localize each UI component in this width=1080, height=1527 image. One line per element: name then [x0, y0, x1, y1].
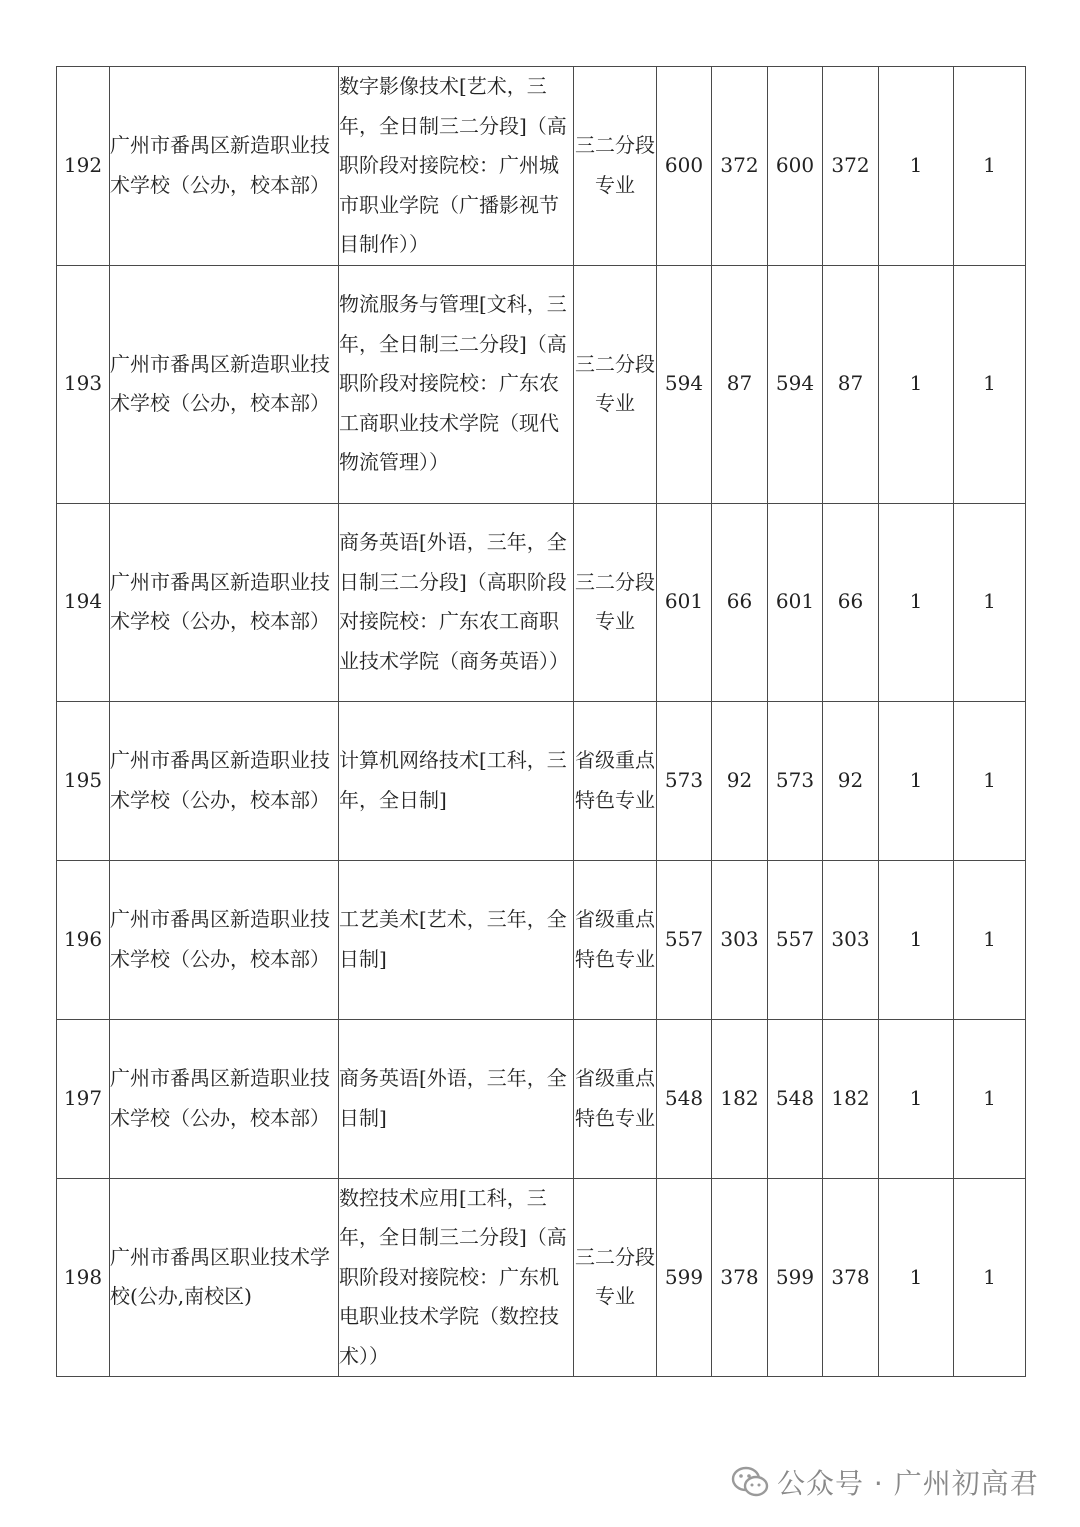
- score-cell: 573: [768, 701, 823, 860]
- school-name-cell: 广州市番禺区职业技术学校(公办,南校区): [110, 1178, 339, 1377]
- count-cell: 1: [879, 701, 954, 860]
- count-cell: 1: [879, 1178, 954, 1377]
- rank-cell: 303: [823, 860, 879, 1019]
- score-cell: 594: [768, 265, 823, 503]
- score-cell: 557: [657, 860, 712, 1019]
- rank-cell: 92: [823, 701, 879, 860]
- score-cell: 599: [657, 1178, 712, 1377]
- count-cell: 1: [954, 265, 1026, 503]
- row-number-cell: 196: [57, 860, 110, 1019]
- major-type-cell: 省级重点特色专业: [574, 701, 657, 860]
- count-cell: 1: [954, 701, 1026, 860]
- table-row: [57, 503, 1026, 701]
- wechat-icon: [731, 1466, 769, 1498]
- school-name-cell: 广州市番禺区新造职业技术学校（公办，校本部）: [110, 265, 339, 503]
- major-name-cell: 数控技术应用[工科，三年，全日制三二分段]（高职阶段对接院校：广东机电职业技术学院（数控技术））: [339, 1178, 574, 1377]
- score-cell: 600: [768, 67, 823, 266]
- major-name-cell: 物流服务与管理[文科，三年，全日制三二分段]（高职阶段对接院校：广东农工商职业技术学院（现代物流管理））: [339, 265, 574, 503]
- rank-cell: 378: [823, 1178, 879, 1377]
- row-number-cell: 197: [57, 1019, 110, 1178]
- score-cell: 594: [657, 265, 712, 503]
- school-name-cell: 广州市番禺区新造职业技术学校（公办，校本部）: [110, 860, 339, 1019]
- rank-cell: 372: [823, 67, 879, 266]
- table-row: [57, 265, 1026, 503]
- watermark-text: 公众号 · 广州初高君: [777, 1467, 1039, 1500]
- row-number-cell: 194: [57, 503, 110, 701]
- rank-cell: 182: [712, 1019, 768, 1178]
- rank-cell: 87: [823, 265, 879, 503]
- table-row: [57, 701, 1026, 860]
- major-name-cell: 商务英语[外语，三年，全日制三二分段]（高职阶段对接院校：广东农工商职业技术学院（商务英语））: [339, 503, 574, 701]
- rank-cell: 303: [712, 860, 768, 1019]
- count-cell: 1: [954, 1019, 1026, 1178]
- school-name-cell: 广州市番禺区新造职业技术学校（公办，校本部）: [110, 67, 339, 266]
- count-cell: 1: [879, 860, 954, 1019]
- major-name-cell: 工艺美术[艺术，三年，全日制]: [339, 860, 574, 1019]
- rank-cell: 87: [712, 265, 768, 503]
- major-type-cell: 三二分段专业: [574, 265, 657, 503]
- rank-cell: 92: [712, 701, 768, 860]
- table-row: [57, 67, 1026, 266]
- table-row: [57, 1178, 1026, 1377]
- count-cell: 1: [879, 1019, 954, 1178]
- score-cell: 548: [657, 1019, 712, 1178]
- major-name-cell: 商务英语[外语，三年，全日制]: [339, 1019, 574, 1178]
- school-name-cell: 广州市番禺区新造职业技术学校（公办，校本部）: [110, 503, 339, 701]
- table-row: [57, 860, 1026, 1019]
- school-name-cell: 广州市番禺区新造职业技术学校（公办，校本部）: [110, 1019, 339, 1178]
- count-cell: 1: [879, 503, 954, 701]
- major-type-cell: 三二分段专业: [574, 67, 657, 266]
- count-cell: 1: [954, 503, 1026, 701]
- score-cell: 548: [768, 1019, 823, 1178]
- wechat-watermark: [731, 1462, 1039, 1502]
- rank-cell: 182: [823, 1019, 879, 1178]
- rank-cell: 378: [712, 1178, 768, 1377]
- count-cell: 1: [954, 860, 1026, 1019]
- rank-cell: 372: [712, 67, 768, 266]
- score-cell: 573: [657, 701, 712, 860]
- rank-cell: 66: [823, 503, 879, 701]
- row-number-cell: 193: [57, 265, 110, 503]
- school-name-cell: 广州市番禺区新造职业技术学校（公办，校本部）: [110, 701, 339, 860]
- major-type-cell: 三二分段专业: [574, 503, 657, 701]
- count-cell: 1: [954, 1178, 1026, 1377]
- major-name-cell: 数字影像技术[艺术，三年，全日制三二分段]（高职阶段对接院校：广州城市职业学院（广播影视节目制作））: [339, 67, 574, 266]
- rank-cell: 66: [712, 503, 768, 701]
- table-row: [57, 1019, 1026, 1178]
- major-type-cell: 省级重点特色专业: [574, 1019, 657, 1178]
- major-type-cell: 省级重点特色专业: [574, 860, 657, 1019]
- score-cell: 601: [768, 503, 823, 701]
- score-cell: 600: [657, 67, 712, 266]
- count-cell: 1: [879, 265, 954, 503]
- major-type-cell: 三二分段专业: [574, 1178, 657, 1377]
- count-cell: 1: [879, 67, 954, 266]
- row-number-cell: 198: [57, 1178, 110, 1377]
- score-cell: 599: [768, 1178, 823, 1377]
- score-cell: 601: [657, 503, 712, 701]
- count-cell: 1: [954, 67, 1026, 266]
- row-number-cell: 192: [57, 67, 110, 266]
- admission-score-table: [56, 66, 1026, 1377]
- row-number-cell: 195: [57, 701, 110, 860]
- major-name-cell: 计算机网络技术[工科，三年，全日制]: [339, 701, 574, 860]
- score-cell: 557: [768, 860, 823, 1019]
